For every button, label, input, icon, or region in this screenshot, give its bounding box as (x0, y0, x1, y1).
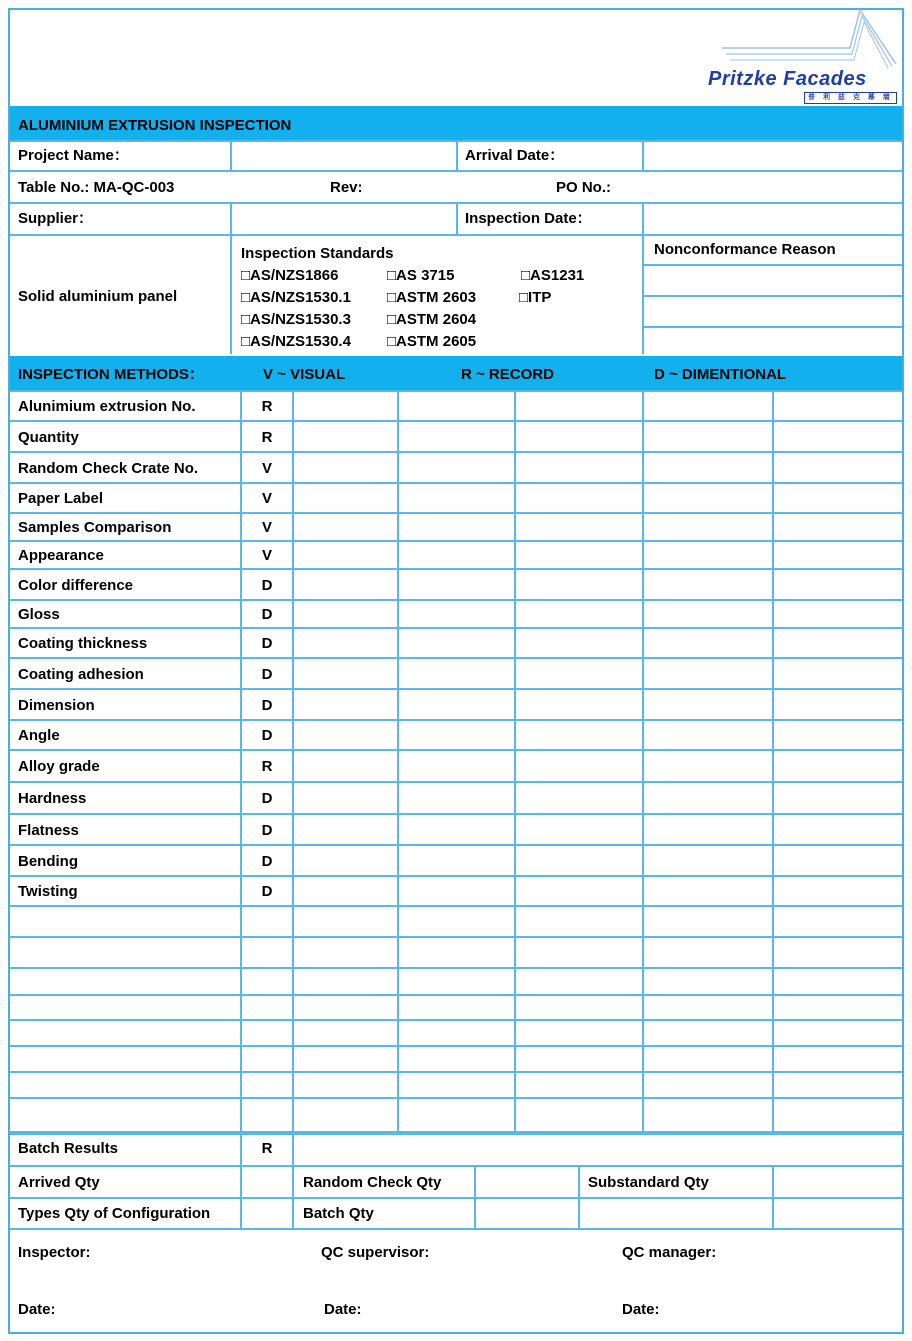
nonconformance-label: Nonconformance Reason (654, 241, 836, 258)
record-cell[interactable] (399, 484, 514, 512)
inspection-method-code: R (261, 758, 273, 775)
record-cell[interactable] (294, 751, 397, 781)
methods-label: INSPECTION METHODS： (18, 366, 204, 383)
record-cell[interactable] (774, 514, 902, 540)
record-cell[interactable] (774, 601, 902, 627)
inspection-method-code: D (261, 697, 273, 714)
inspection-method-code: D (261, 853, 273, 870)
record-cell[interactable] (399, 542, 514, 568)
inspection-method-code: V (261, 547, 272, 564)
record-cell[interactable] (644, 877, 772, 905)
record-cell[interactable] (774, 721, 902, 749)
logo-subtext: 普 利 兹 克 幕 墙 (804, 92, 897, 104)
record-cell[interactable] (294, 690, 397, 719)
record-cell[interactable] (774, 877, 902, 905)
inspection-item-label: Random Check Crate No. (18, 460, 199, 477)
inspection-item-label: Bending (18, 853, 78, 870)
record-cell[interactable] (774, 783, 902, 813)
inspection-method-code: R (261, 429, 273, 446)
inspection-item-label: Coating thickness (18, 635, 148, 652)
random-check-qty-field[interactable] (476, 1167, 578, 1197)
batch-qty-field[interactable] (476, 1199, 578, 1228)
batch-results-code: R (261, 1140, 273, 1157)
record-cell[interactable] (516, 690, 642, 719)
supplier-field[interactable] (232, 204, 456, 234)
qc-manager-label: QC manager: (622, 1244, 717, 1261)
record-cell[interactable] (294, 721, 397, 749)
manager-date-label: Date: (622, 1301, 660, 1318)
record-cell[interactable] (644, 570, 772, 599)
record-cell[interactable] (399, 751, 514, 781)
po-no-label: PO No.: (556, 179, 611, 196)
standard-checkbox[interactable]: □ASTM 2604 (387, 311, 477, 328)
batch-results-field[interactable] (294, 1135, 902, 1165)
record-cell[interactable] (294, 453, 397, 482)
record-cell[interactable] (399, 690, 514, 719)
record-cell[interactable] (516, 484, 642, 512)
inspector-date-label: Date: (18, 1301, 56, 1318)
supervisor-date-label: Date: (324, 1301, 362, 1318)
record-cell[interactable] (294, 815, 397, 844)
arrival-date-label: Arrival Date： (465, 147, 565, 164)
record-cell[interactable] (516, 783, 642, 813)
inspection-method-code: D (261, 790, 273, 807)
record-cell[interactable] (516, 422, 642, 451)
rev-label: Rev: (330, 179, 363, 196)
record-cell[interactable] (774, 453, 902, 482)
inspection-item-label: Quantity (18, 429, 79, 446)
batch-results-label: Batch Results (18, 1140, 119, 1157)
inspection-date-field[interactable] (644, 204, 902, 234)
record-cell[interactable] (516, 877, 642, 905)
qc-supervisor-label: QC supervisor: (321, 1244, 430, 1261)
standard-checkbox[interactable]: □AS/NZS1530.4 (241, 333, 351, 350)
record-cell[interactable] (516, 815, 642, 844)
record-cell[interactable] (294, 570, 397, 599)
standard-checkbox[interactable]: □AS 3715 (387, 267, 455, 284)
record-cell[interactable] (516, 601, 642, 627)
inspection-item-label: Alunimium extrusion No. (18, 398, 196, 415)
record-cell[interactable] (644, 846, 772, 875)
project-name-field[interactable] (232, 142, 456, 170)
panel-type-label: Solid aluminium panel (18, 288, 178, 305)
arrived-qty-label: Arrived Qty (18, 1174, 100, 1191)
inspection-item-label: Samples Comparison (18, 519, 172, 536)
inspection-date-label: Inspection Date： (465, 210, 592, 227)
standards-title: Inspection Standards (241, 245, 394, 262)
record-cell[interactable] (294, 846, 397, 875)
inspection-method-code: D (261, 666, 273, 683)
record-cell[interactable] (399, 815, 514, 844)
record-cell[interactable] (516, 453, 642, 482)
types-qty-label: Types Qty of Configuration (18, 1205, 211, 1222)
record-cell[interactable] (516, 721, 642, 749)
inspector-label: Inspector: (18, 1244, 91, 1261)
arrived-qty-field[interactable] (242, 1167, 292, 1197)
record-cell[interactable] (774, 542, 902, 568)
inspection-item-label: Alloy grade (18, 758, 100, 775)
random-check-qty-label: Random Check Qty (303, 1174, 442, 1191)
record-cell[interactable] (644, 815, 772, 844)
project-name-label: Project Name： (18, 147, 129, 164)
inspection-method-code: V (261, 490, 272, 507)
record-cell[interactable] (516, 846, 642, 875)
record-cell[interactable] (399, 392, 514, 420)
inspection-item-label: Twisting (18, 883, 78, 900)
standard-checkbox[interactable]: □AS/NZS1530.3 (241, 311, 351, 328)
record-cell[interactable] (774, 570, 902, 599)
record-cell[interactable] (516, 570, 642, 599)
inspection-item-label: Gloss (18, 606, 60, 623)
record-cell[interactable] (774, 751, 902, 781)
standard-checkbox[interactable]: □AS/NZS1866 (241, 267, 339, 284)
inspection-item-label: Coating adhesion (18, 666, 144, 683)
record-cell[interactable] (399, 453, 514, 482)
standard-checkbox[interactable]: □ASTM 2603 (387, 289, 477, 306)
record-cell[interactable] (399, 629, 514, 657)
record-cell[interactable] (399, 877, 514, 905)
record-cell[interactable] (644, 751, 772, 781)
inspection-method-code: D (261, 606, 273, 623)
standard-checkbox[interactable]: □ITP (519, 289, 552, 306)
standard-checkbox[interactable]: □AS1231 (521, 267, 585, 284)
types-qty-field[interactable] (242, 1199, 292, 1228)
record-cell[interactable] (294, 484, 397, 512)
record-cell[interactable] (399, 721, 514, 749)
substandard-qty-label: Substandard Qty (588, 1174, 709, 1191)
record-cell[interactable] (644, 453, 772, 482)
record-cell[interactable] (774, 659, 902, 688)
inspection-item-label: Appearance (18, 547, 104, 564)
form-title: ALUMINIUM EXTRUSION INSPECTION (18, 117, 292, 134)
record-cell[interactable] (516, 392, 642, 420)
record-cell[interactable] (774, 690, 902, 719)
inspection-method-code: V (261, 460, 272, 477)
record-cell[interactable] (516, 514, 642, 540)
method-visual: V ~ VISUAL (263, 366, 346, 383)
supplier-label: Supplier： (18, 210, 94, 227)
logo-text: Pritzke Facades (708, 68, 867, 90)
record-cell[interactable] (399, 422, 514, 451)
inspection-item-label: Color difference (18, 577, 134, 594)
record-cell[interactable] (294, 542, 397, 568)
record-cell[interactable] (399, 514, 514, 540)
record-cell[interactable] (516, 751, 642, 781)
record-cell[interactable] (774, 422, 902, 451)
record-cell[interactable] (774, 392, 902, 420)
record-cell[interactable] (774, 629, 902, 657)
record-cell[interactable] (294, 659, 397, 688)
inspection-item-label: Dimension (18, 697, 95, 714)
record-cell[interactable] (644, 783, 772, 813)
inspection-method-code: D (261, 883, 273, 900)
record-cell[interactable] (399, 601, 514, 627)
inspection-method-code: D (261, 822, 273, 839)
record-cell[interactable] (774, 846, 902, 875)
record-cell[interactable] (644, 629, 772, 657)
method-dimensional: D ~ DIMENTIONAL (654, 366, 787, 383)
record-cell[interactable] (399, 570, 514, 599)
inspection-method-code: D (261, 727, 273, 744)
record-cell[interactable] (294, 783, 397, 813)
record-cell[interactable] (644, 542, 772, 568)
record-cell[interactable] (399, 846, 514, 875)
record-cell[interactable] (516, 629, 642, 657)
record-cell[interactable] (399, 783, 514, 813)
inspection-method-code: R (261, 398, 273, 415)
batch-qty-label: Batch Qty (303, 1205, 374, 1222)
inspection-item-label: Hardness (18, 790, 87, 807)
inspection-item-label: Angle (18, 727, 60, 744)
standard-checkbox[interactable]: □AS/NZS1530.1 (241, 289, 351, 306)
record-cell[interactable] (644, 392, 772, 420)
record-cell[interactable] (294, 514, 397, 540)
record-cell[interactable] (294, 422, 397, 451)
record-cell[interactable] (294, 392, 397, 420)
record-cell[interactable] (644, 659, 772, 688)
substandard-qty-field[interactable] (774, 1167, 902, 1197)
record-cell[interactable] (644, 721, 772, 749)
inspection-method-code: V (261, 519, 272, 536)
record-cell[interactable] (644, 484, 772, 512)
inspection-method-code: D (261, 635, 273, 652)
record-cell[interactable] (516, 542, 642, 568)
record-cell[interactable] (294, 601, 397, 627)
inspection-method-code: D (261, 577, 273, 594)
record-cell[interactable] (774, 484, 902, 512)
record-cell[interactable] (294, 629, 397, 657)
record-cell[interactable] (644, 690, 772, 719)
record-cell[interactable] (644, 601, 772, 627)
standard-checkbox[interactable]: □ASTM 2605 (387, 333, 477, 350)
inspection-item-label: Flatness (18, 822, 79, 839)
record-cell[interactable] (516, 659, 642, 688)
record-cell[interactable] (774, 815, 902, 844)
company-logo (700, 8, 902, 104)
record-cell[interactable] (399, 659, 514, 688)
inspection-item-label: Paper Label (18, 490, 104, 507)
record-cell[interactable] (644, 514, 772, 540)
table-no-label: Table No.: MA-QC-003 (18, 179, 175, 196)
record-cell[interactable] (644, 422, 772, 451)
record-cell[interactable] (294, 877, 397, 905)
arrival-date-field[interactable] (644, 142, 902, 170)
method-record: R ~ RECORD (461, 366, 554, 383)
